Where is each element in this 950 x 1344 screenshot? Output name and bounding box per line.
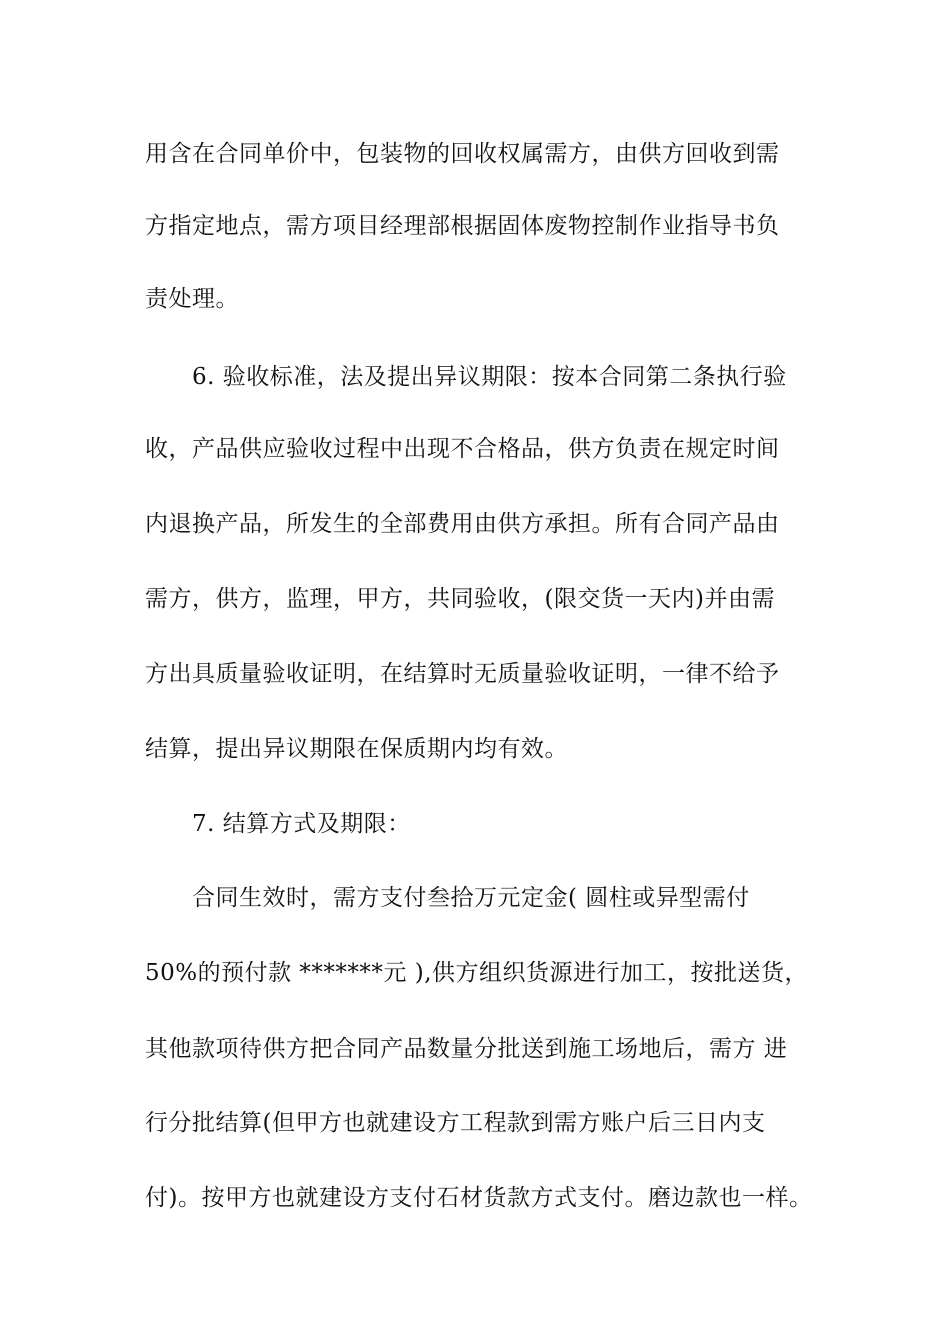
text-line: 方出具质量验收证明，在结算时无质量验收证明，一律不给予 (145, 661, 780, 687)
section-7-heading-line: 7. 结算方式及期限： (192, 811, 411, 837)
text-line: 收，产品供应验收过程中出现不合格品，供方负责在规定时间 (145, 436, 780, 462)
text-line: 责处理。 (145, 286, 239, 312)
text-line: 付)。按甲方也就建设方支付石材货款方式支付。磨边款也一样。 (145, 1185, 813, 1211)
text-line: 行分批结算(但甲方也就建设方工程款到需方账户后三日内支 (145, 1110, 766, 1136)
text-line: 合同生效时，需方支付叁拾万元定金( 圆柱或异型需付 (192, 885, 750, 911)
section-6-heading-line: 6. 验收标准，法及提出异议期限：按本合同第二条执行验 (192, 364, 787, 390)
text-line: 其他款项待供方把合同产品数量分批送到施工场地后，需方 进 (145, 1036, 788, 1062)
text-line: 内退换产品，所发生的全部费用由供方承担。所有合同产品由 (145, 511, 780, 537)
text-line: 方指定地点，需方项目经理部根据固体废物控制作业指导书负 (145, 213, 780, 239)
text-line: 结算，提出异议期限在保质期内均有效。 (145, 736, 568, 762)
text-line: 需方，供方，监理，甲方，共同验收，(限交货一天内)并由需 (145, 586, 775, 612)
text-line: 用含在合同单价中，包装物的回收权属需方，由供方回收到需 (145, 141, 780, 167)
text-line: 50%的预付款 *******元 ),供方组织货源进行加工，按批送货， (145, 960, 809, 986)
